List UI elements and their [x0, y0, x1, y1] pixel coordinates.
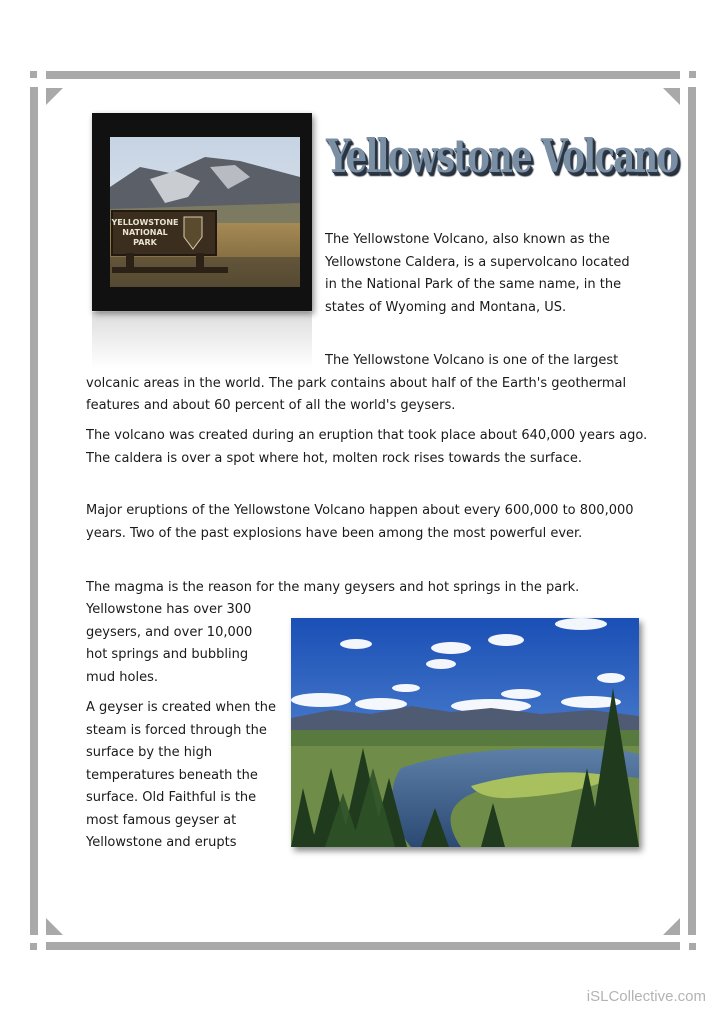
page-title: Yellowstone Volcano [326, 130, 678, 184]
sign-text-line-2: NATIONAL [122, 228, 168, 237]
paragraph-volcanic-area: The Yellowstone Volcano is one of the largest volcanic areas in the world. The park contains about half of the Earth's geothermal features and about 60 percent of all the world's geysers. [86, 353, 627, 413]
paragraph-geysers-count: Yellowstone has over 300 geysers, and over 10,000 hot springs and bubbling mud holes. [86, 602, 253, 685]
corner-triangle-tl [46, 88, 63, 105]
border-bottom [46, 942, 680, 950]
landscape-illustration [291, 618, 639, 847]
corner-square-br [689, 943, 696, 950]
landscape-photo [291, 618, 639, 847]
sign-text-line-1: YELLOWSTONE [111, 218, 179, 227]
paragraph-eruption-history: The volcano was created during an eruption that took place about 640,000 years ago. The caldera is over a spot where hot, molten rock rises towards the surface. [86, 428, 648, 466]
site-watermark: iSLCollective.com [586, 988, 706, 1005]
park-sign-illustration [110, 137, 300, 287]
border-left [30, 87, 38, 935]
border-right [688, 87, 696, 935]
corner-square-tr [689, 71, 696, 78]
corner-square-bl [30, 943, 37, 950]
corner-triangle-tr [663, 88, 680, 105]
park-sign-photo [92, 113, 312, 311]
sign-text-line-3: PARK [133, 238, 157, 247]
paragraph-magma: The magma is the reason for the many geysers and hot springs in the park. [86, 580, 580, 595]
paragraph-major-eruptions: Major eruptions of the Yellowstone Volcano happen about every 600,000 to 800,000 years. Two of the past explosions have been among the most powerful ever. [86, 503, 634, 541]
paragraph-intro: The Yellowstone Volcano, also known as the Yellowstone Caldera, is a supervolcano located in the National Park of the same name, in the states of Wyoming and Montana, US. [325, 232, 630, 315]
corner-square-tl [30, 71, 37, 78]
border-top [46, 71, 680, 79]
corner-triangle-bl [46, 918, 63, 935]
corner-triangle-br [663, 918, 680, 935]
paragraph-geyser-definition: A geyser is created when the steam is forced through the surface by the high temperatures beneath the surface. Old Faithful is the most famous geyser at Yellowstone and erupts [86, 700, 276, 850]
